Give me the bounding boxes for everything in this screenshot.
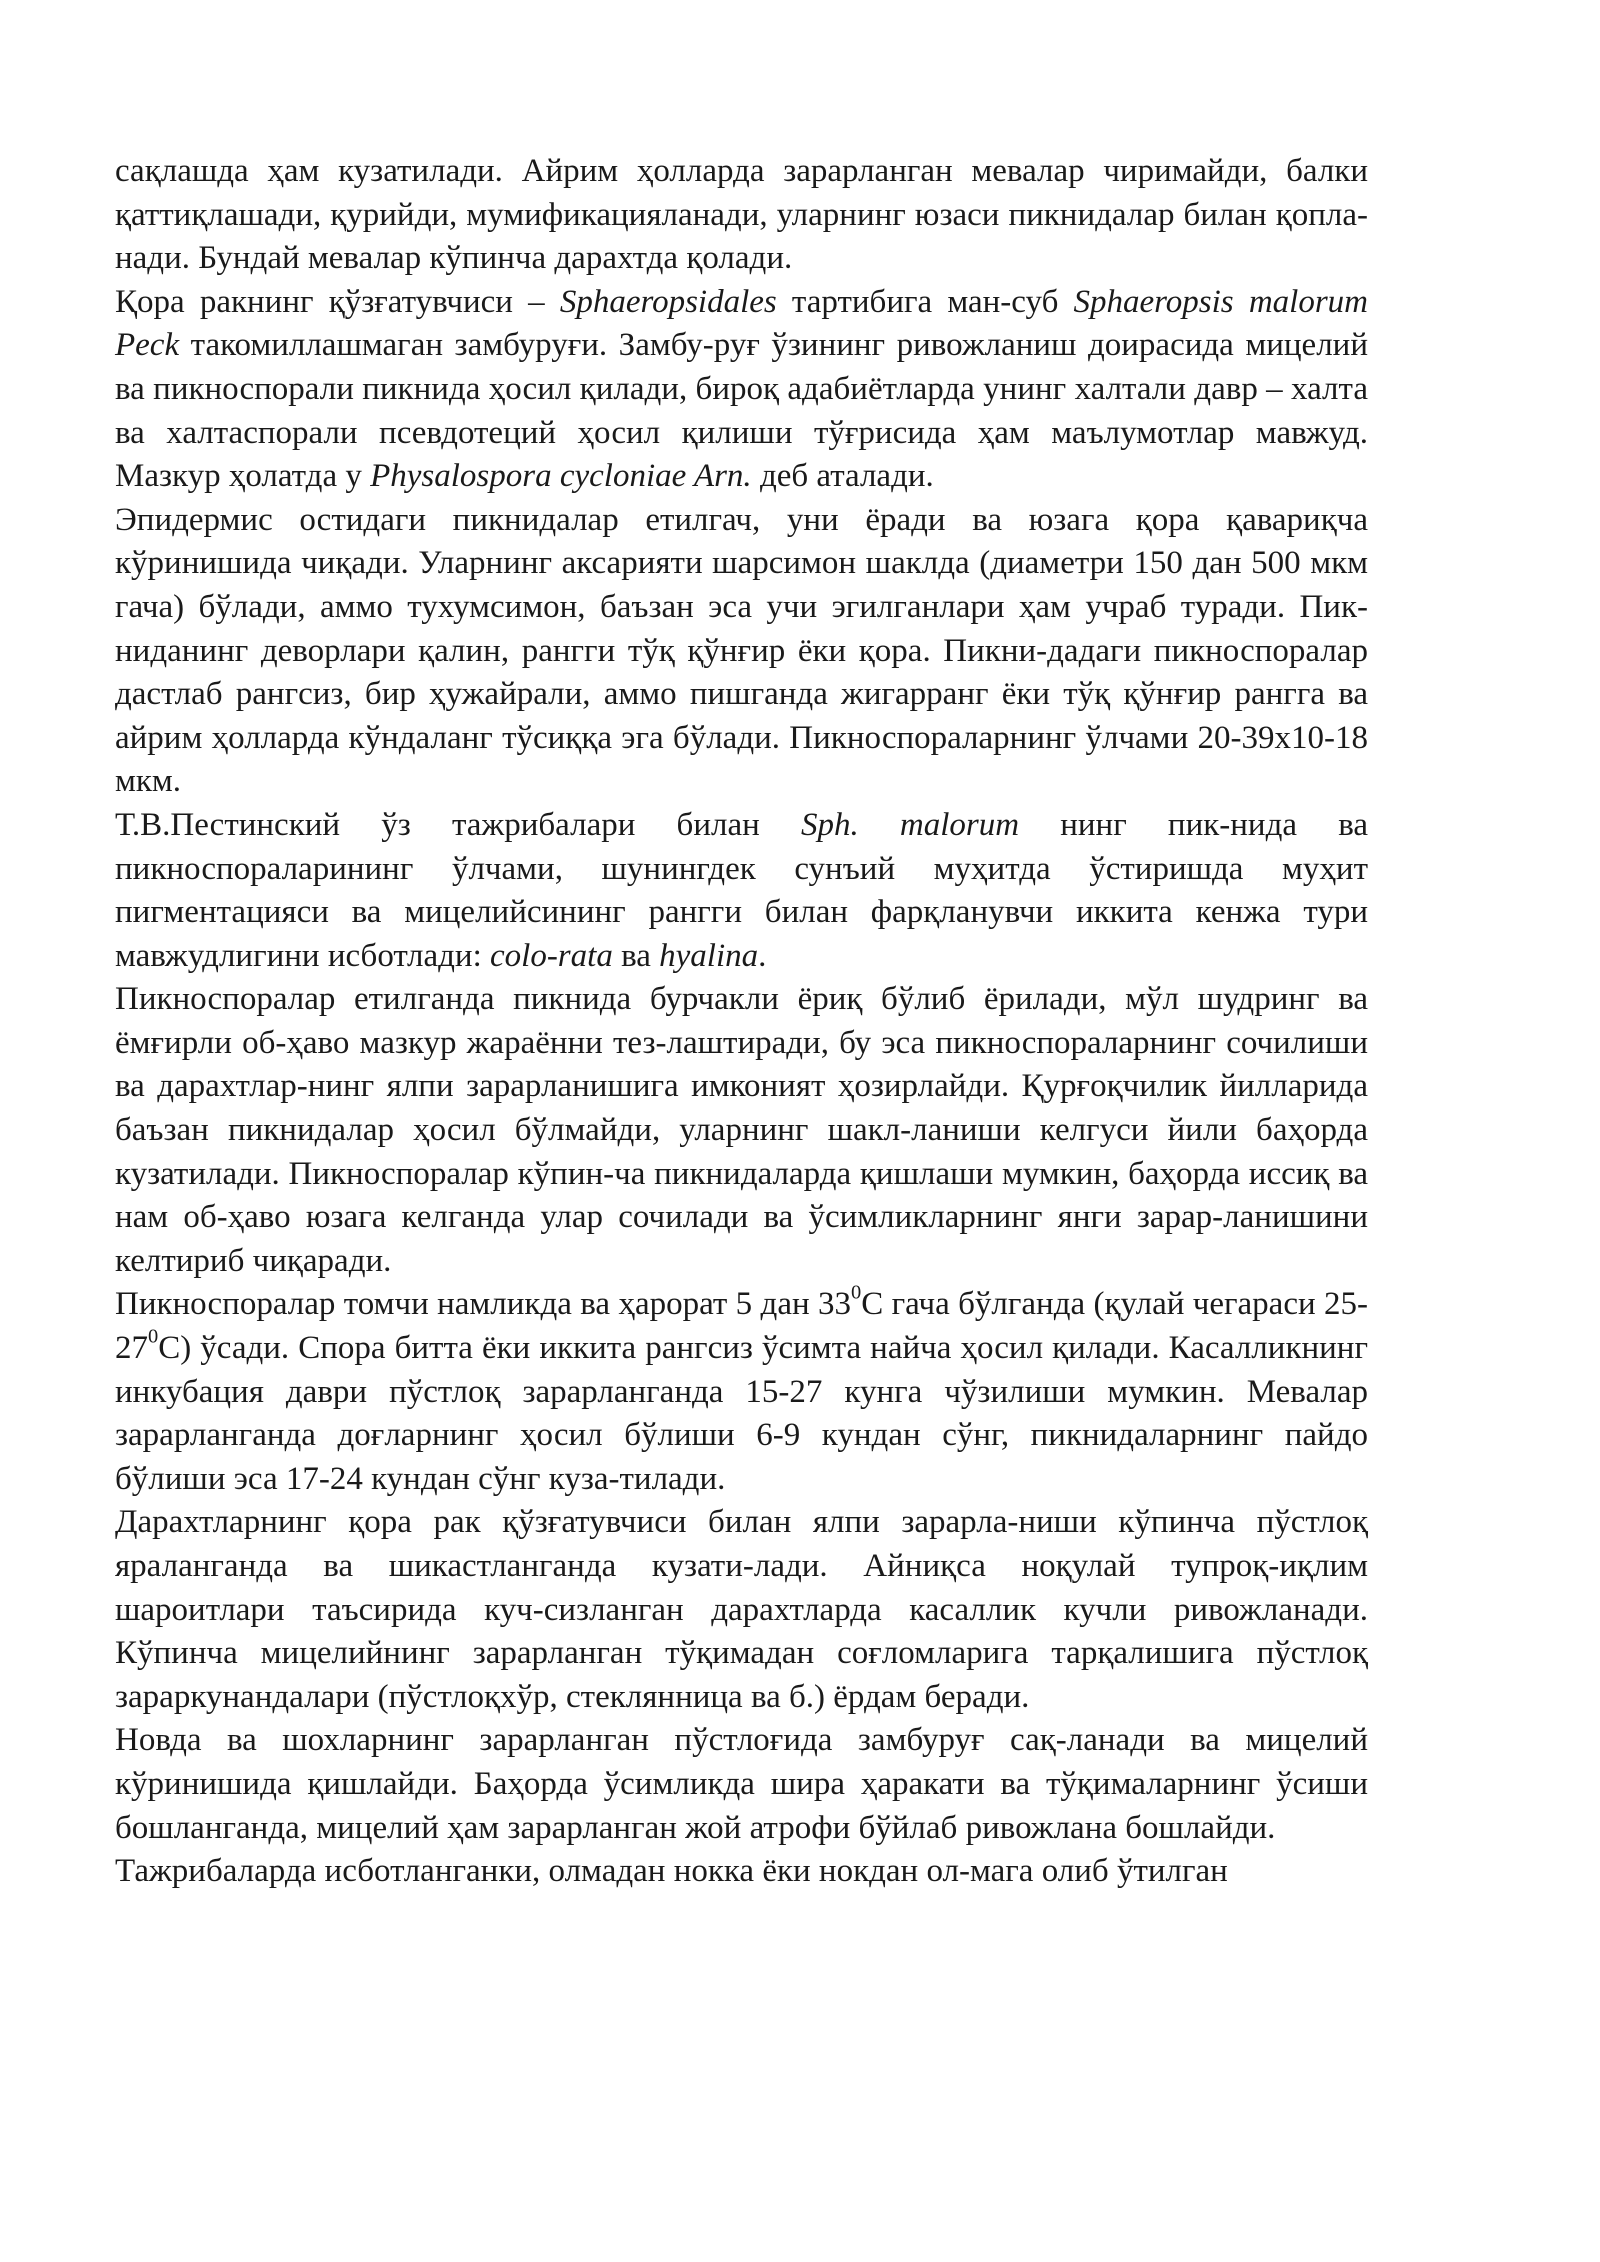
paragraph-1 [115, 150, 1368, 281]
text-run: Дарахтларнинг қора рак қўзғатувчиси билан ялпи зарарла-ниши кўпинча пўстлоқ яраланганда ва шикастланганда кузати-лади. Айниқса ноқулай тупроқ-иқлим шароитлари таъсирида куч-сизланган дарахтларда касаллик кучли ривожланади. Кўпинча мицелийнинг зарарланган тўқимадан соғломларига тарқалишига пўстлоқ зараркунандалари (пўстлоқхўр, стеклянница ва б.) ёрдам беради. [115, 1504, 1368, 1715]
text-run: Пикноспоралар етилганда пикнида бурчакли ёриқ бўлиб ёрилади, мўл шудринг ва ёмғирли об-ҳаво мазкур жараённи тез-лаштиради, бу эса пикноспораларнинг сочилиши ва дарахтлар-нинг ялпи зарарланишига имконият ҳозирлайди. Қурғоқчилик йилларида баъзан пикнидалар ҳосил бўлмайди, уларнинг шакл-ланиши келгуси йили баҳорда кузатилади. Пикноспоралар кўпин-ча пикнидаларда қишлаши мумкин, баҳорда иссиқ ва нам об-ҳаво юзага келганда улар сочилади ва ўсимликларнинг янги зарар-ланишини келтириб чиқаради. [115, 981, 1368, 1279]
text-run: Новда ва шохларнинг зарарланган пўстлоғида замбуруғ сақ-ланади ва мицелий кўринишида қишлайди. Баҳорда ўсимликда шира ҳаракати ва тўқималарнинг ўсиши бошланганда, мицелий ҳам зарарланган жой атрофи бўйлаб ривожлана бошлайди. [115, 1722, 1368, 1846]
paragraph-8 [115, 1719, 1368, 1850]
paragraph-2 [115, 281, 1368, 499]
superscript: 0 [851, 1282, 862, 1305]
text-run: Эпидермис остидаги пикнидалар етилгач, уни ёради ва юзага қора қавариқча кўринишида чиқади. Уларнинг аксарияти шарсимон шаклда (диаметри 150 дан 500 мкм гача) бўлади, аммо тухумсимон, баъзан эса учи эгилганлари ҳам учраб туради. Пик-ниданинг деворлари қалин, рангги тўқ қўнғир ёки қора. Пикни-дадаги пикноспоралар дастлаб рангсиз, бир ҳужайрали, аммо пишганда жигарранг ёки тўқ қўнғир рангга ва айрим ҳолларда кўндаланг тўсиққа эга бўлади. Пикноспораларнинг ўлчами 20-39х10-18 мкм. [115, 501, 1368, 800]
italic-term: colo-rata [490, 937, 613, 974]
text-run: деб аталади. [751, 458, 934, 495]
italic-term: Sph. malorum [800, 806, 1020, 843]
text-run: . [758, 937, 767, 974]
document-page [115, 150, 1368, 1894]
superscript: 0 [148, 1325, 159, 1348]
text-run: тартибига ман-суб [776, 283, 1074, 320]
text-run: нинг пик-нида ва пикноспораларининг ўлчами, шунингдек сунъий муҳитда ўстиришда муҳит пигментацияси ва мицелийсининг рангги билан фарқланувчи иккита кенжа тури мавжудлигини исботлади: [115, 806, 1368, 974]
text-run: С гача бўлганда (қулай чегараси 25-27 [115, 1286, 1368, 1367]
italic-term: Sphaeropsidales [559, 283, 777, 320]
text-run: С) ўсади. Спора битта ёки иккита рангсиз ўсимта найча ҳосил қилади. Касалликнинг инкубация даври пўстлоқ зарарланганда 15-27 кунга чўзилиши мумкин. Мевалар зарарланганда доғларнинг ҳосил бўлиши 6-9 кундан сўнг, пикнидаларнинг пайдо бўлиши эса 17-24 кундан сўнг куза-тилади. [115, 1330, 1368, 1497]
paragraph-3 [115, 499, 1368, 804]
paragraph-4 [115, 804, 1368, 978]
text-run: ва [612, 937, 660, 974]
italic-term: hyalina [659, 937, 759, 974]
text-run: Пикноспоралар томчи намликда ва ҳарорат 5 дан 33 [115, 1286, 852, 1323]
paragraph-9 [115, 1850, 1368, 1894]
text-run: такомиллашмаган замбуруғи. Замбу-руғ ўзининг ривожланиш доирасида мицелий ва пикноспорали пикнида ҳосил қилади, бироқ адабиётларда унинг халтали давр – халта ва халтаспорали псевдотеций ҳосил қилиши тўғрисида ҳам маълумотлар мавжуд. Мазкур ҳолатда у [115, 327, 1368, 495]
italic-term: Physalospora cycloniae Arn. [370, 458, 752, 495]
text-run: Т.В.Пестинский ўз тажрибалари билан [115, 806, 801, 843]
italic-term: Sphaeropsis malorum Peck [115, 283, 1368, 364]
text-run: сақлашда ҳам кузатилади. Айрим ҳолларда зарарланган мевалар чиримайди, балки қаттиқлашади, қурийди, мумификацияланади, уларнинг юзаси пикнидалар билан қопла-нади. Бундай мевалар кўпинча дарахтда қолади. [115, 153, 1368, 277]
text-run: Қора ракнинг қўзғатувчиси – [115, 283, 560, 320]
paragraph-6 [115, 1283, 1368, 1501]
text-run: Тажрибаларда исботланганки, олмадан нокка ёки нокдан ол-мага олиб ўтилган [115, 1853, 1228, 1890]
paragraph-7 [115, 1501, 1368, 1719]
paragraph-5 [115, 978, 1368, 1283]
